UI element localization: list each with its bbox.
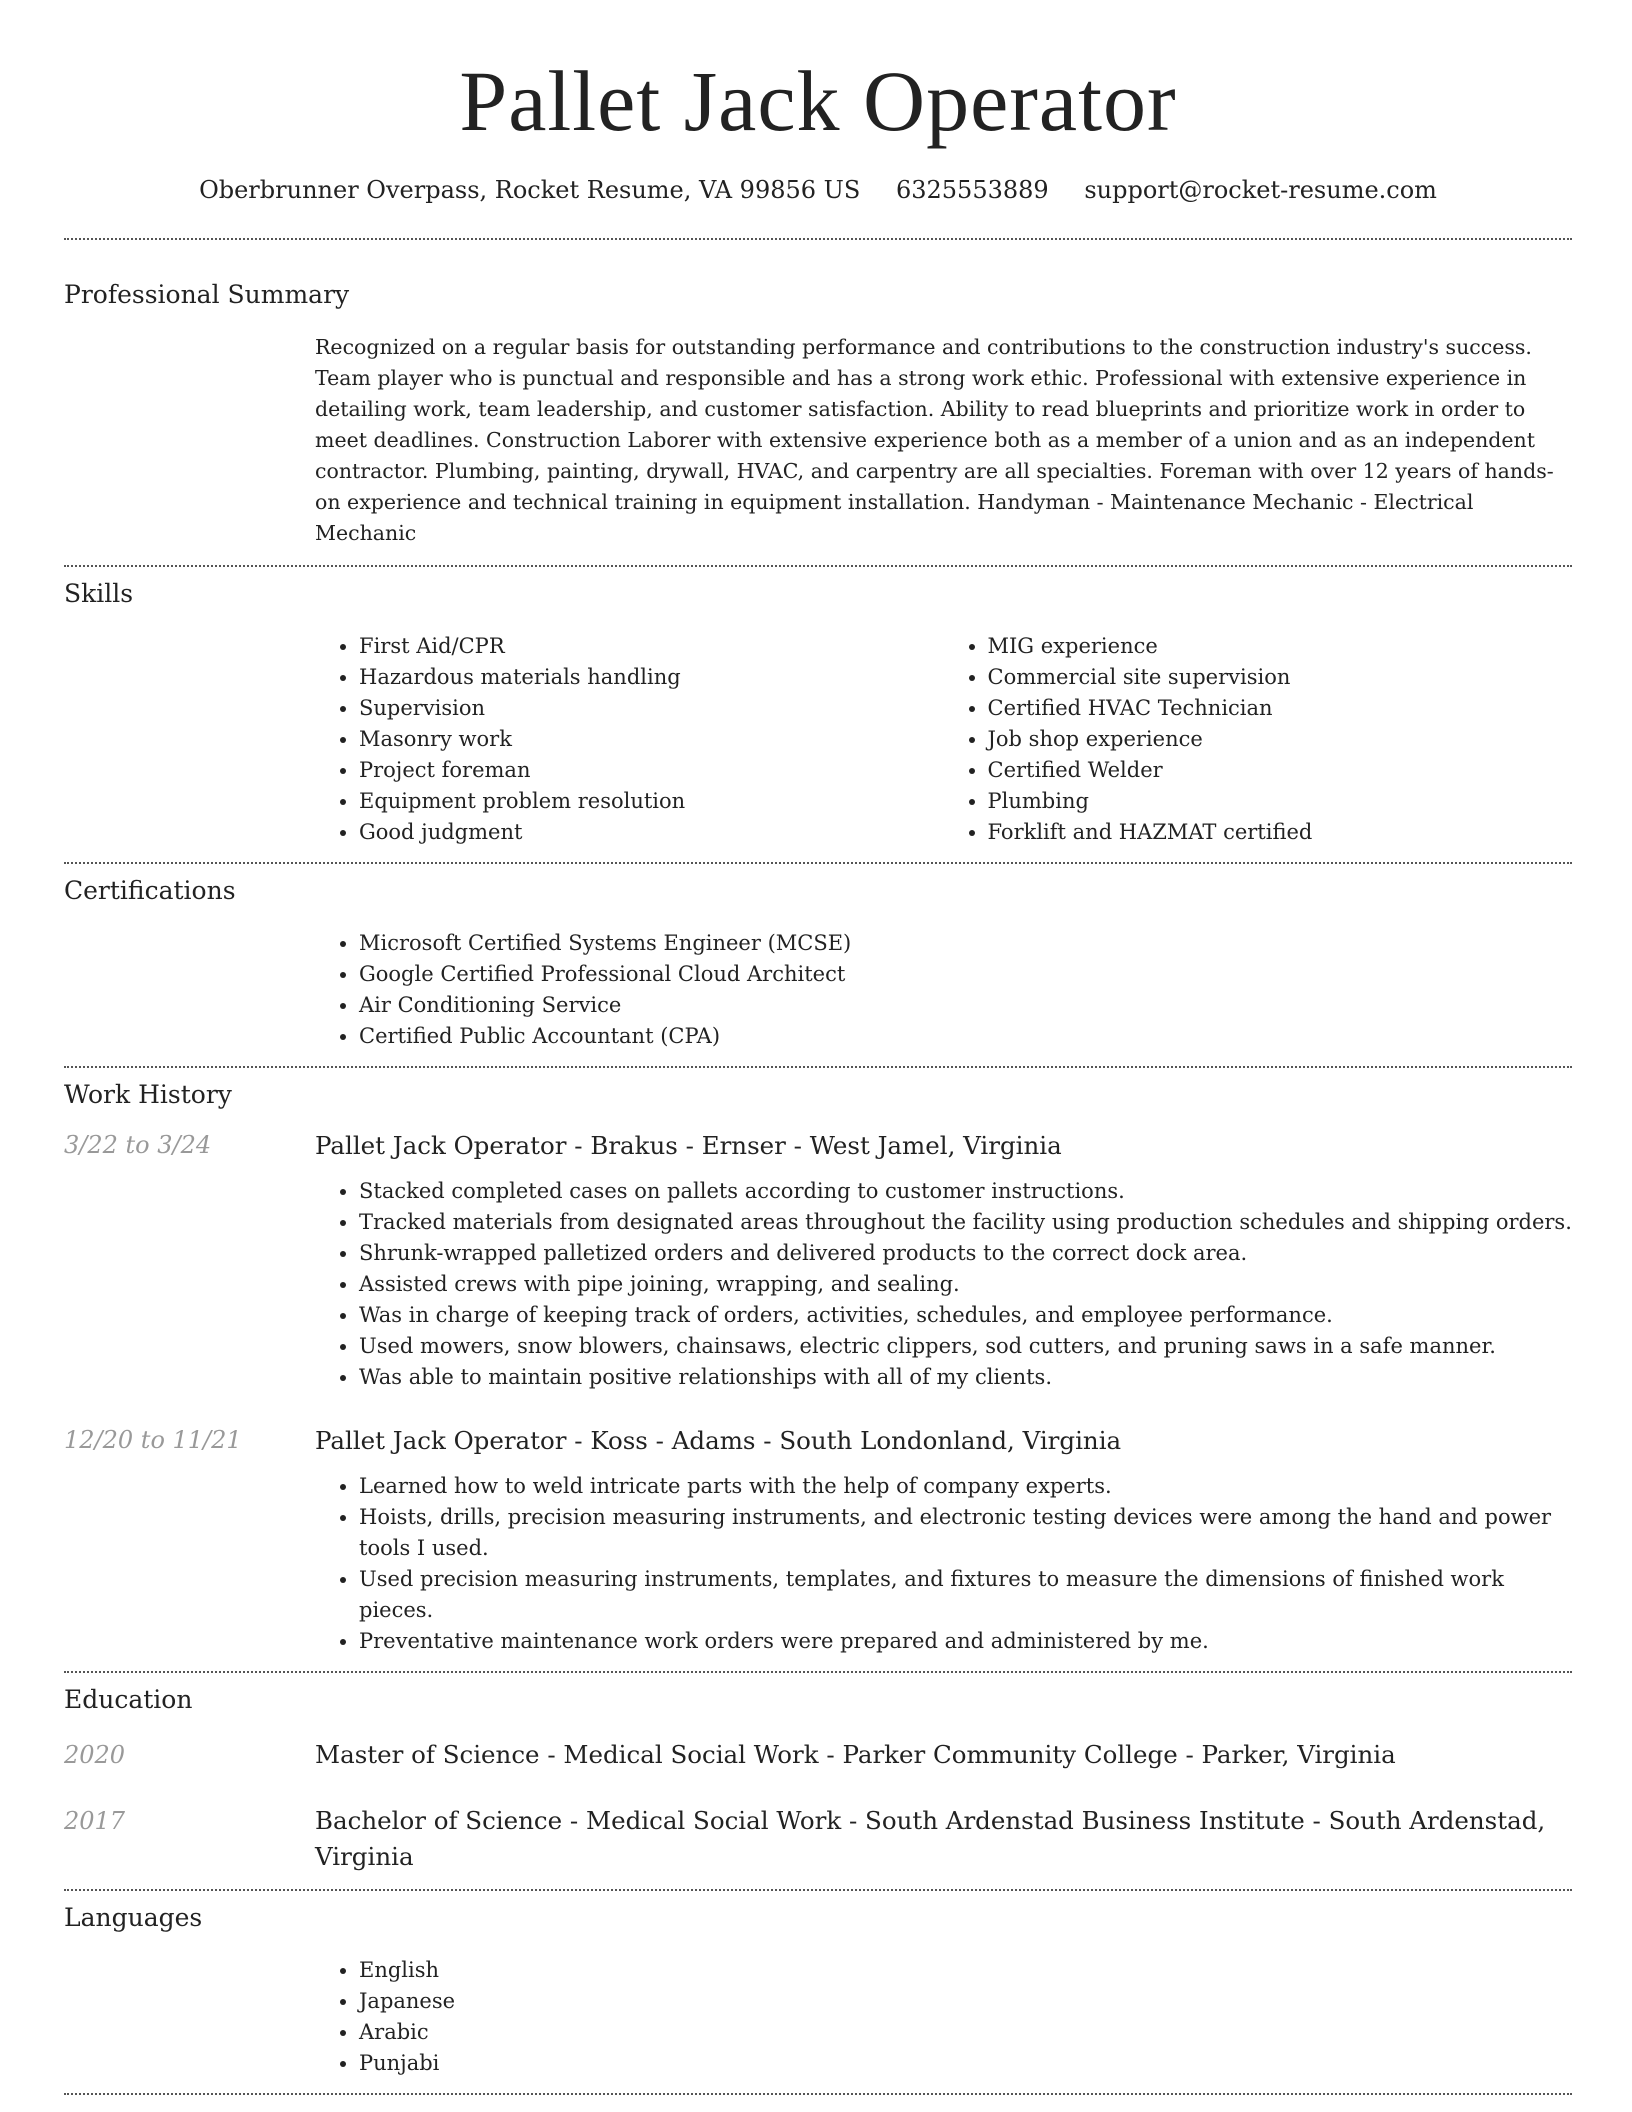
list-item: • Shrunk-wrapped palletized orders and delivered products to the correct dock area. bbox=[359, 1238, 1572, 1269]
section-title-education: Education bbox=[64, 1685, 193, 1714]
certifications-list bbox=[315, 928, 1572, 1052]
section-title-languages: Languages bbox=[64, 1903, 203, 1932]
education-heading: Bachelor of Science - Medical Social Work - South Ardenstad Business Institute - South Ardenstad, Virginia bbox=[315, 1806, 1546, 1871]
list-item: • Used precision measuring instruments, templates, and fixtures to measure the dimensions of finished work pieces. bbox=[359, 1564, 1572, 1626]
list-item: • Masonry work bbox=[359, 724, 944, 755]
list-item: • English bbox=[359, 1955, 1572, 1986]
contact-line bbox=[64, 176, 1572, 204]
job-heading: Pallet Jack Operator - Brakus - Ernser - West Jamel, Virginia bbox=[315, 1131, 1062, 1160]
section-title-certifications: Certifications bbox=[64, 876, 236, 905]
job-entry bbox=[64, 1128, 1572, 1393]
job-heading: Pallet Jack Operator - Koss - Adams - South Londonland, Virginia bbox=[315, 1426, 1122, 1455]
education-heading: Master of Science - Medical Social Work - Parker Community College - Parker, Virginia bbox=[315, 1740, 1396, 1769]
list-item: • Used mowers, snow blowers, chainsaws, electric clippers, sod cutters, and pruning saws in a safe manner. bbox=[359, 1331, 1572, 1362]
list-item: • Forklift and HAZMAT certified bbox=[988, 817, 1573, 848]
email: support@rocket-resume.com bbox=[1084, 176, 1437, 204]
list-item: • Was able to maintain positive relationships with all of my clients. bbox=[359, 1362, 1572, 1393]
languages-section bbox=[64, 1891, 1572, 2079]
list-item: • Was in charge of keeping track of orders, activities, schedules, and employee performance. bbox=[359, 1300, 1572, 1331]
list-item: • Punjabi bbox=[359, 2048, 1572, 2079]
address: Oberbrunner Overpass, Rocket Resume, VA 99856 US bbox=[199, 176, 861, 204]
languages-list bbox=[315, 1955, 1572, 2079]
skills-columns bbox=[315, 631, 1572, 848]
section-title-work: Work History bbox=[64, 1080, 232, 1109]
list-item: • MIG experience bbox=[988, 631, 1573, 662]
job-bullets bbox=[315, 1471, 1572, 1657]
list-item: • Certified Public Accountant (CPA) bbox=[359, 1021, 1572, 1052]
job-dates: 3/22 to 3/24 bbox=[64, 1131, 212, 1159]
list-item: • Arabic bbox=[359, 2017, 1572, 2048]
list-item: • Hazardous materials handling bbox=[359, 662, 944, 693]
list-item: • Hoists, drills, precision measuring instruments, and electronic testing devices were among the hand and power tools I used. bbox=[359, 1502, 1572, 1564]
list-item: • First Aid/CPR bbox=[359, 631, 944, 662]
list-item: • Project foreman bbox=[359, 755, 944, 786]
education-section bbox=[64, 1673, 1572, 1875]
list-item: • Supervision bbox=[359, 693, 944, 724]
section-title-summary: Professional Summary bbox=[64, 280, 350, 309]
languages-block bbox=[315, 1955, 1572, 2079]
job-entry bbox=[64, 1423, 1572, 1671]
list-item: • Commercial site supervision bbox=[988, 662, 1573, 693]
job-dates: 12/20 to 11/21 bbox=[64, 1426, 242, 1454]
list-item: • Google Certified Professional Cloud Architect bbox=[359, 959, 1572, 990]
education-entry bbox=[64, 1803, 1572, 1875]
certifications-section bbox=[64, 864, 1572, 1052]
list-item: • Microsoft Certified Systems Engineer (MCSE) bbox=[359, 928, 1572, 959]
candidate-name: Pallet Jack Operator bbox=[459, 53, 1177, 149]
list-item: • Assisted crews with pipe joining, wrapping, and sealing. bbox=[359, 1269, 1572, 1300]
education-entry bbox=[64, 1737, 1572, 1773]
skills-list-right bbox=[944, 631, 1573, 848]
list-item: • Tracked materials from designated areas throughout the facility using production schedules and shipping orders. bbox=[359, 1207, 1572, 1238]
skills-list-left bbox=[315, 631, 944, 848]
job-bullets bbox=[315, 1176, 1572, 1393]
list-item: • Japanese bbox=[359, 1986, 1572, 2017]
skills-section bbox=[64, 567, 1572, 848]
list-item: • Stacked completed cases on pallets according to customer instructions. bbox=[359, 1176, 1572, 1207]
list-item: • Learned how to weld intricate parts with the help of company experts. bbox=[359, 1471, 1572, 1502]
list-item: • Plumbing bbox=[988, 786, 1573, 817]
divider bbox=[64, 2093, 1572, 2095]
education-year: 2017 bbox=[64, 1807, 126, 1835]
list-item: • Good judgment bbox=[359, 817, 944, 848]
list-item: • Job shop experience bbox=[988, 724, 1573, 755]
phone: 6325553889 bbox=[895, 176, 1049, 204]
summary-text: Recognized on a regular basis for outstanding performance and contributions to the construction industry's success. Team player who is punctual and responsible and has a strong work ethic. Professional with extensive experience in detailing work, team leadership, and customer satisfaction. Ability to read blueprints and prioritize work in order to meet deadlines. Construction Laborer with extensive experience both as a member of a union and as an independent contractor. Plumbing, painting, drywall, HVAC, and carpentry are all specialties. Foreman with over 12 years of hands-on experience and technical training in equipment installation. Handyman - Maintenance Mechanic - Electrical Mechanic bbox=[315, 335, 1554, 545]
list-item: • Equipment problem resolution bbox=[359, 786, 944, 817]
work-section bbox=[64, 1068, 1572, 1671]
summary-section bbox=[64, 240, 1572, 549]
resume-page bbox=[64, 0, 1572, 2095]
job-body bbox=[315, 1423, 1572, 1671]
section-title-skills: Skills bbox=[64, 579, 134, 608]
list-item: • Certified HVAC Technician bbox=[988, 693, 1573, 724]
certifications-block bbox=[315, 928, 1572, 1052]
list-item: • Certified Welder bbox=[988, 755, 1573, 786]
education-year: 2020 bbox=[64, 1741, 126, 1769]
list-item: • Preventative maintenance work orders were prepared and administered by me. bbox=[359, 1626, 1572, 1657]
job-body bbox=[315, 1128, 1572, 1393]
list-item: • Air Conditioning Service bbox=[359, 990, 1572, 1021]
